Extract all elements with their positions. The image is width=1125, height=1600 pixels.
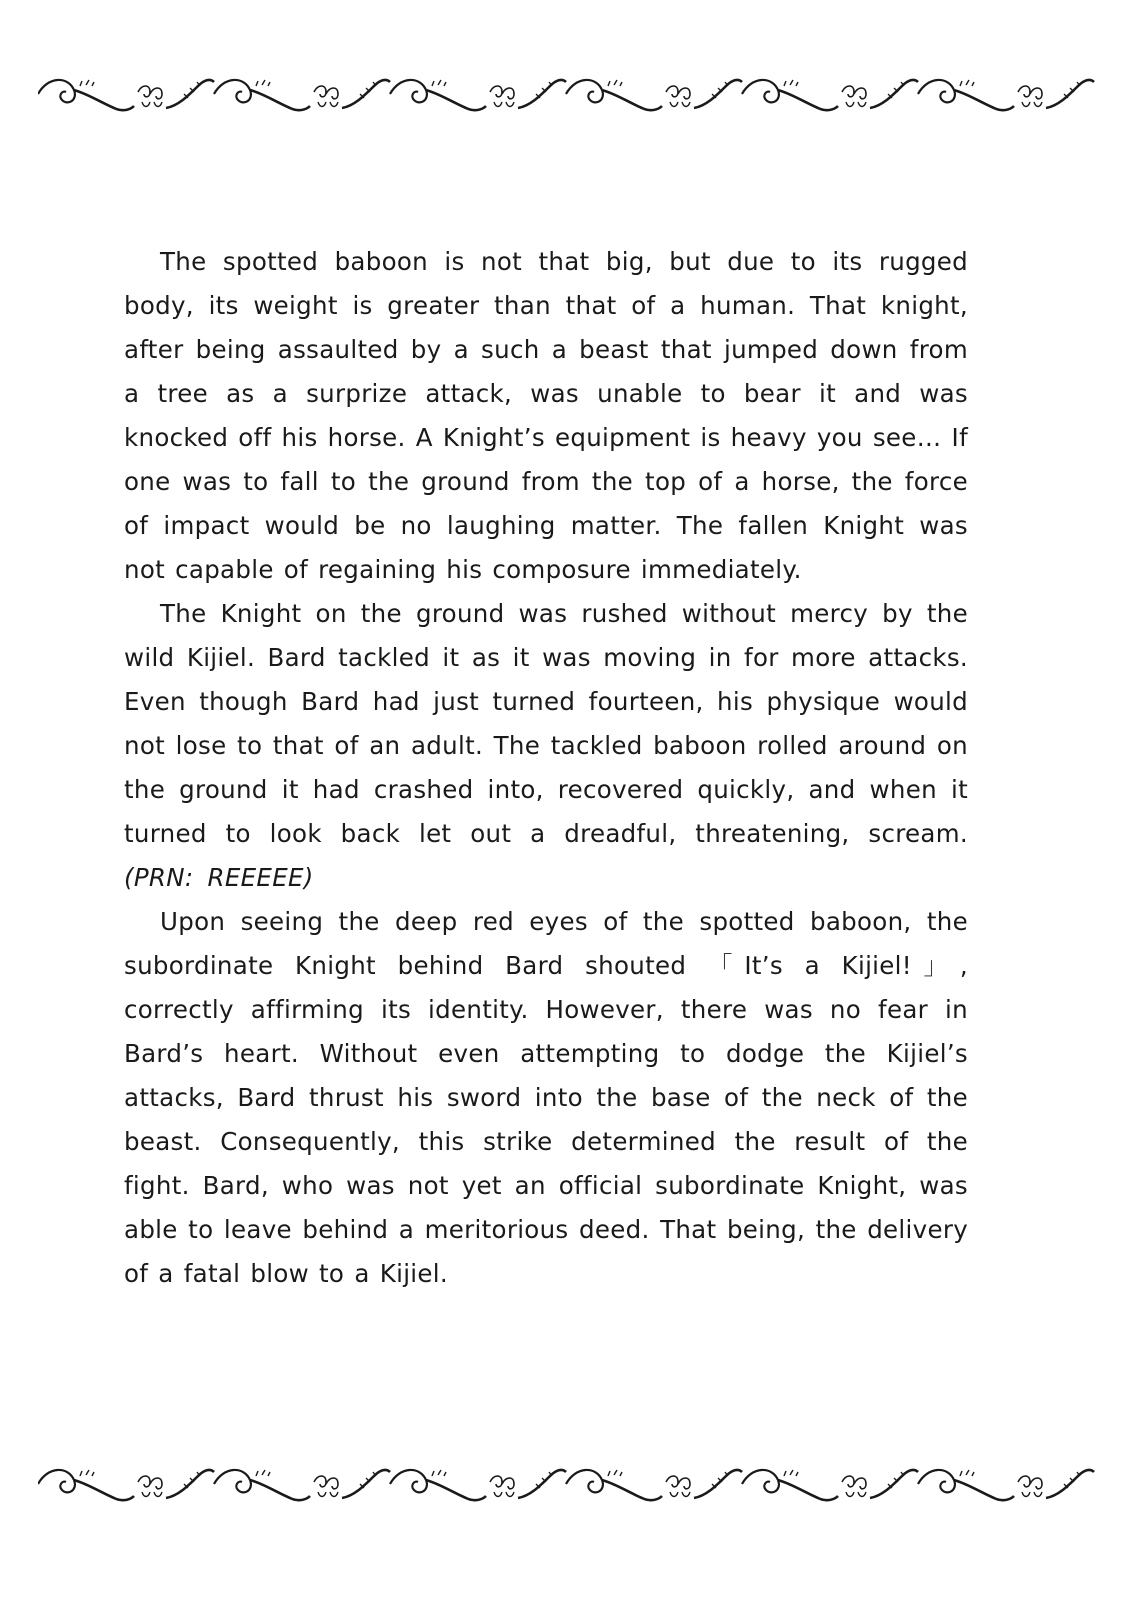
scroll-vine-ornament-icon <box>38 1462 1103 1512</box>
paragraph-3-text: Upon seeing the deep red eyes of the spotted baboon, the subordinate Knight behind Bard shouted 「It’s a Kijiel!」, correctly affirming its identity. However, there was no fear in Bard’s heart. Without even attempting to dodge the Kijiel’s attacks, Bard thrust his sword into the base of the neck of the beast. Consequently, this strike determined the result of the fight. Bard, who was not yet an official subordinate Knight, was able to leave behind a meritorious deed. That being, the delivery of a fatal blow to a Kijiel. <box>124 907 968 1288</box>
translator-note: (PRN: REEEEE) <box>124 863 314 892</box>
paragraph-3 <box>124 900 968 1296</box>
top-ornament-border <box>38 72 1103 122</box>
bottom-ornament-border <box>38 1462 1103 1512</box>
paragraph-1 <box>124 240 968 592</box>
body-text <box>124 240 968 1296</box>
paragraph-2 <box>124 592 968 900</box>
scroll-vine-ornament-icon <box>38 72 1103 122</box>
paragraph-1-text: The spotted baboon is not that big, but due to its rugged body, its weight is greater than that of a human. That knight, after being assaulted by a such a beast that jumped down from a tree as a surprize attack, was unable to bear it and was knocked off his horse. A Knight’s equipment is heavy you see… If one was to fall to the ground from the top of a horse, the force of impact would be no laughing matter. The fallen Knight was not capable of regaining his composure immediately. <box>124 247 968 584</box>
paragraph-2-text: The Knight on the ground was rushed without mercy by the wild Kijiel. Bard tackled it as it was moving in for more attacks. Even though Bard had just turned fourteen, his physique would not lose to that of an adult. The tackled baboon rolled around on the ground it had crashed into, recovered quickly, and when it turned to look back let out a dreadful, threatening, scream. <box>124 599 968 848</box>
